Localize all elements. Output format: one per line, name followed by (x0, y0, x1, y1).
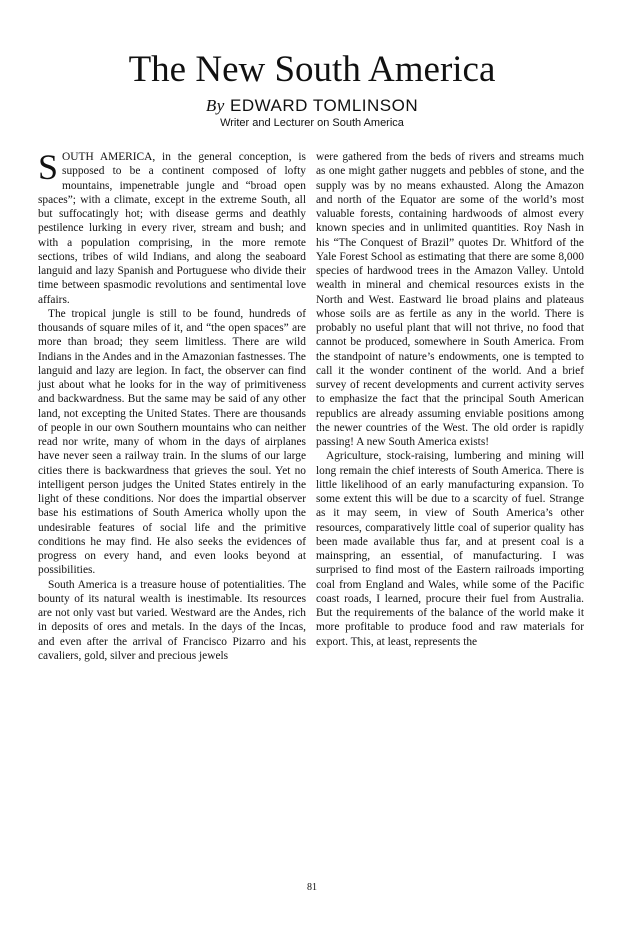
paragraph: were gathered from the beds of rivers and streams much as one might gather nuggets and pebbles of stone, and the supply was by no means exhausted. Along the Amazon and north of the Equator are some of the world’s most valuable forests, containing hardwoods of almost every known species and in unlimited quantities. Roy Nash in his “The Conquest of Brazil” quotes Dr. Whitford of the Yale Forest School as estimating that there are some 8,000 species of hardwood trees in the Amazon Valley. Untold wealth in mineral and chemical resources exists in the North and West. Eastward lie broad plains and plateaus whose soils are as fertile as any in the world. There is probably no useful plant that will not thrive, no food that cannot be produced, somewhere in South America. From the standpoint of nature’s endowments, one is tempted to call it the wonder continent of the world. And a brief survey of recent developments and current activity serves to emphasize the fact that the principal South American republics are already assuming enviable positions among the newer countries of the West. The old order is rapidly passing! A new South America exists! (316, 151, 584, 448)
paragraph-text: OUTH AMERICA, in the general conception, is supposed to be a continent composed of lofty mountains, impenetrable jungle and “broad open spaces”; with a climate, except in the extreme South, all but suffocatingly hot; with disease germs and deathly pestilence lurking in every river, stream and bush; and with a population comprising, in the more remote sections, tribes of wild Indians, and along the seaboard languid and lazy Spanish and Portuguese who divide their time between spasmodic revolutions and sentimental love affairs. (38, 151, 306, 306)
author-role: Writer and Lecturer on South America (220, 117, 404, 129)
paragraph: South America is a treasure house of potentialities. The bounty of its natural wealth is inestimable. Its resources are not only vast but varied. Westward are the Andes, rich in deposits of ores and metals. In the days of the Incas, and even after the arrival of Francisco Pizarro and his cavaliers, gold, silver and precious jewels (38, 578, 306, 662)
article-title: The New South America (128, 49, 496, 90)
page-number: 81 (307, 882, 317, 893)
left-column (38, 147, 306, 663)
paragraph: Agriculture, stock-raising, lumbering and mining will long remain the chief interests of South America. There is little likelihood of an early manufacturing expansion. To some extent this will be due to a scarcity of fuel. Strange as it may seem, in view of South America’s other resources, comparatively little coal of superior quality has been made available thus far, and at present coal is a mainspring, an essential, of manufacturing. I was surprised to find most of the Eastern railroads importing coal from England and Wales, while some of the Pacific coast roads, I learned, procure their fuel from Australia. But the requirements of the balance of the world make it more profitable to produce food and raw materials for export. This, at least, represents the (316, 450, 584, 648)
right-column (316, 150, 584, 649)
author-name: EDWARD TOMLINSON (230, 96, 419, 115)
paragraph (38, 147, 306, 307)
byline (0, 96, 624, 116)
drop-cap: S (38, 147, 59, 187)
paragraph: The tropical jungle is still to be found, hundreds of thousands of square miles of it, and “the open spaces” are more than broad; they seem limitless. There are wild Indians in the Andes and in the Amazonian fastnesses. The languid and lazy are legion. In fact, the observer can find just about what he looks for in the way of primitiveness and backwardness. But the same may be said of any other land, not excepting the United States. There are thousands of people in our own Southern mountains who can neither read nor write, many of whom in the days of airplanes have never seen a railway train. In the slums of our large cities there is backwardness that grieves the soul. Yet no intelligent person judges the United States entirely in the light of these conditions. Nor does the impartial observer base his estimations of South America wholly upon the undesirable features of social life and the primitive conditions he may find. He also seeks the evidences of progress on every hand, and even looks beyond at possibilities. (38, 307, 306, 577)
byline-prefix: By (205, 96, 225, 115)
